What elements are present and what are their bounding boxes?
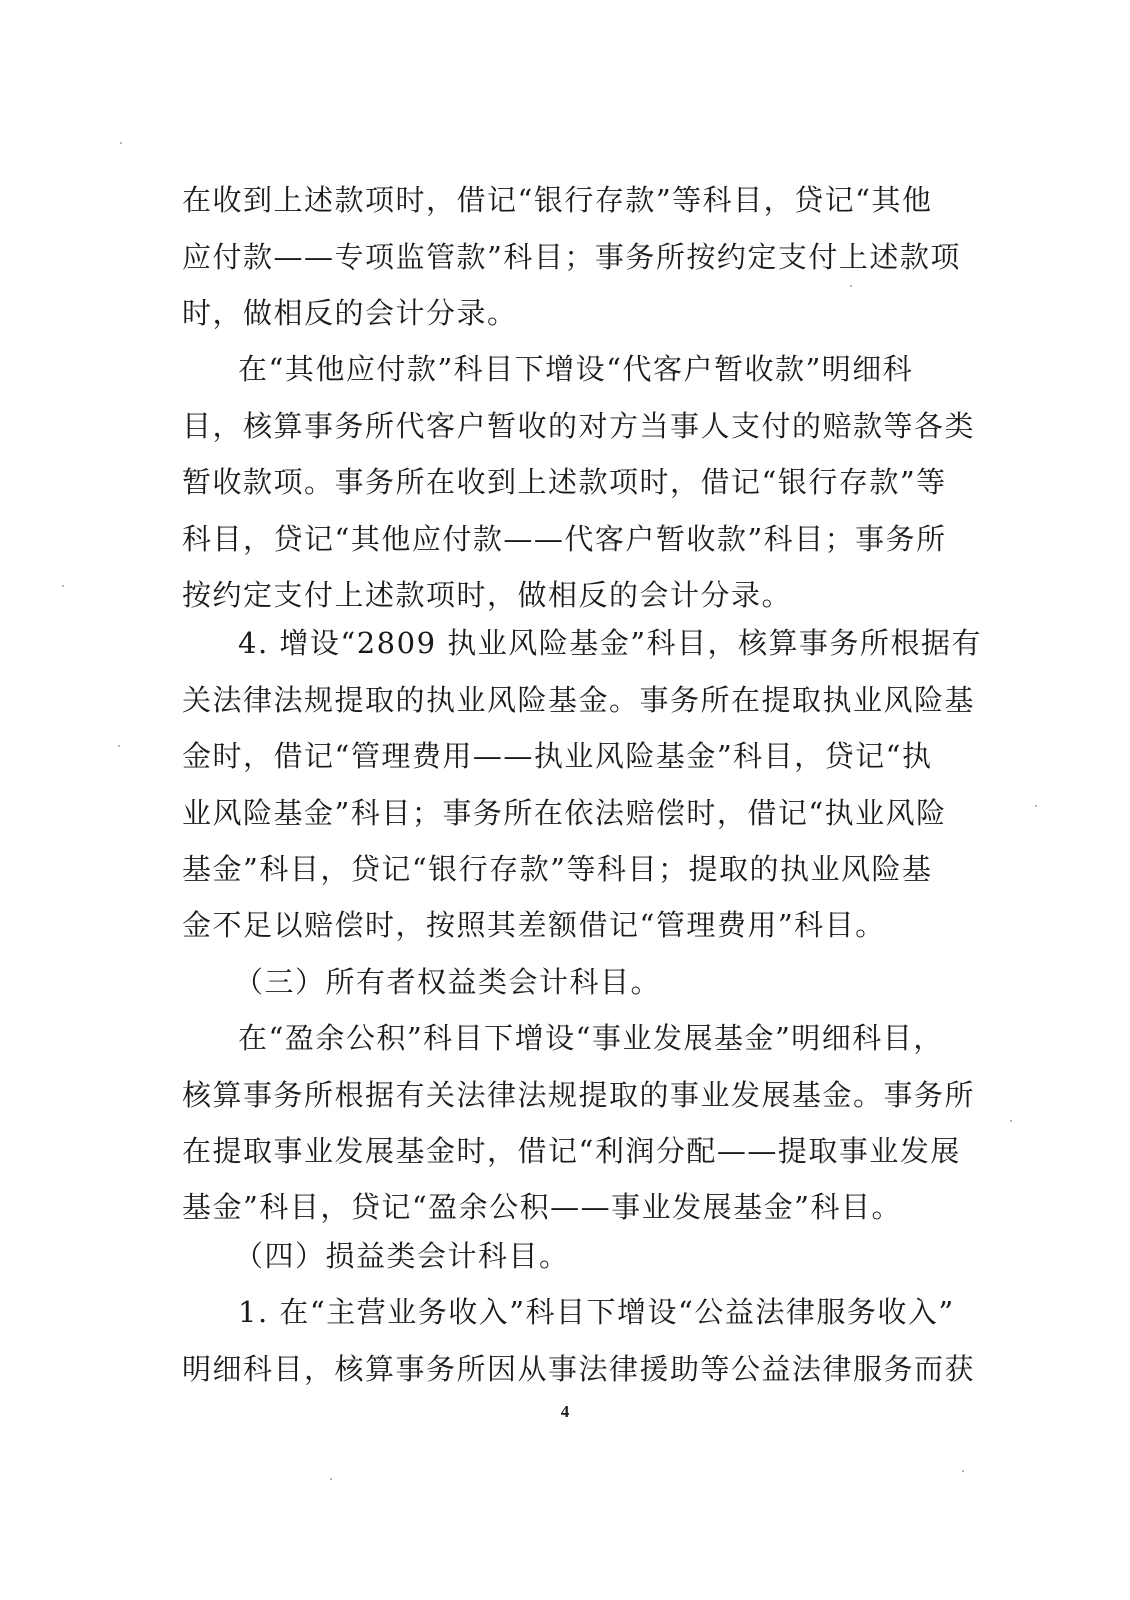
body-line-22: 明细科目，核算事务所因从事法律援助等公益法律服务而获 — [182, 1352, 976, 1386]
body-line-4: 在“其他应付款”科目下增设“代客户暂收款”明细科 — [238, 352, 914, 386]
body-line-11: 金时，借记“管理费用——执业风险基金”科目，贷记“执 — [182, 739, 933, 773]
scan-speck — [62, 585, 64, 587]
body-line-21: 1. 在“主营业务收入”科目下增设“公益法律服务收入” — [238, 1295, 955, 1329]
body-line-18: 在提取事业发展基金时，借记“利润分配——提取事业发展 — [182, 1134, 961, 1168]
scan-speck — [1010, 1120, 1012, 1122]
body-line-7: 科目，贷记“其他应付款——代客户暂收款”科目；事务所 — [182, 522, 947, 556]
body-line-5: 目，核算事务所代客户暂收的对方当事人支付的赔款等各类 — [182, 409, 976, 443]
body-line-14: 金不足以赔偿时，按照其差额借记“管理费用”科目。 — [182, 908, 886, 942]
body-line-8: 按约定支付上述款项时，做相反的会计分录。 — [182, 578, 793, 612]
scan-speck — [962, 1470, 964, 1472]
page-number: 4 — [560, 1402, 570, 1421]
body-line-19: 基金”科目，贷记“盈余公积——事业发展基金”科目。 — [182, 1190, 902, 1224]
scan-speck — [1035, 805, 1037, 807]
body-line-2: 应付款——专项监管款”科目；事务所按约定支付上述款项 — [182, 240, 961, 274]
body-line-10: 关法律法规提取的执业风险基金。事务所在提取执业风险基 — [182, 683, 976, 717]
section-heading-4: （四）损益类会计科目。 — [234, 1239, 570, 1273]
body-line-12: 业风险基金”科目；事务所在依法赔偿时，借记“执业风险 — [182, 796, 947, 830]
scan-speck — [118, 745, 120, 747]
body-line-9: 4. 增设“2809 执业风险基金”科目，核算事务所根据有 — [238, 626, 983, 660]
body-line-6: 暂收款项。事务所在收到上述款项时，借记“银行存款”等 — [182, 465, 947, 499]
scan-speck — [330, 1478, 332, 1480]
body-line-17: 核算事务所根据有关法律法规提取的事业发展基金。事务所 — [182, 1078, 976, 1112]
body-line-16: 在“盈余公积”科目下增设“事业发展基金”明细科目， — [238, 1021, 944, 1055]
scan-speck — [850, 285, 852, 287]
section-heading-3: （三）所有者权益类会计科目。 — [234, 965, 662, 999]
scan-speck — [120, 142, 122, 144]
body-line-13: 基金”科目，贷记“银行存款”等科目；提取的执业风险基 — [182, 852, 933, 886]
body-line-1: 在收到上述款项时，借记“银行存款”等科目，贷记“其他 — [182, 183, 933, 217]
body-line-3: 时，做相反的会计分录。 — [182, 296, 518, 330]
